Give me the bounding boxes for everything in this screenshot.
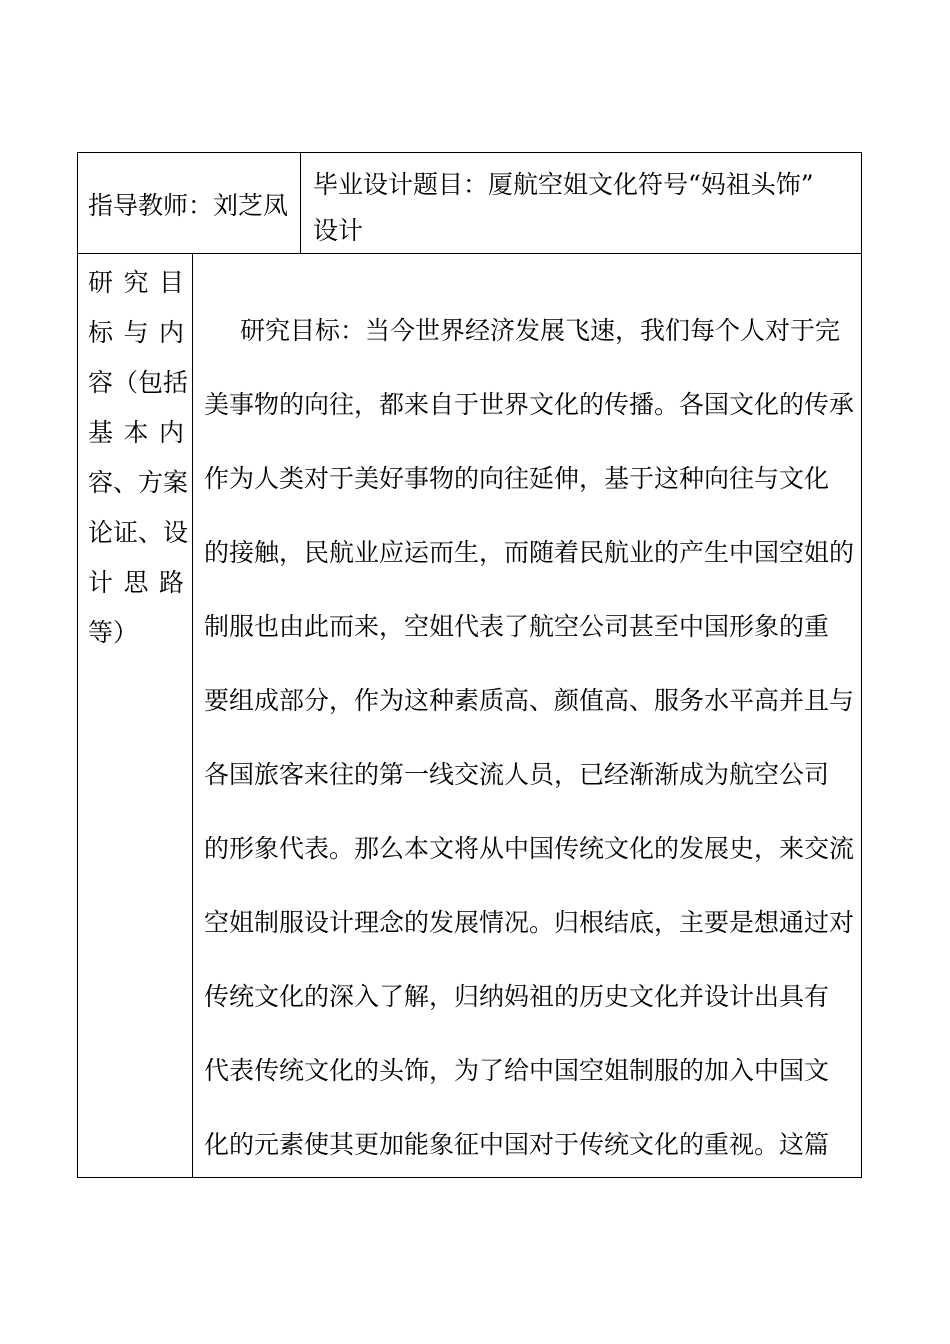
content-line: 制服也由此而来，空姐代表了航空公司甚至中国形象的重 [204, 612, 830, 641]
content-line: 作为人类对于美好事物的向往延伸，基于这种向往与文化 [204, 464, 830, 493]
header-divider [300, 152, 301, 254]
section-label-line: 等） [88, 618, 139, 647]
content-line: 的接触，民航业应运而生，而随着民航业的产生中国空姐的 [204, 538, 855, 567]
content-line: 美事物的向往，都来自于世界文化的传播。各国文化的传承 [204, 390, 855, 419]
content-line: 空姐制服设计理念的发展情况。归根结底，主要是想通过对 [204, 908, 855, 937]
section-label-line [88, 308, 184, 358]
section-label-line [88, 258, 184, 308]
content-line: 的形象代表。那么本文将从中国传统文化的发展史，来交流 [204, 834, 855, 863]
label-char: 与 [123, 318, 149, 347]
content-line: 研究目标：当今世界经济发展飞速，我们每个人对于完 [240, 316, 841, 345]
advisor-field: 指导教师：刘芝凤 [88, 191, 289, 220]
label-char: 路 [158, 568, 184, 597]
content-line: 传统文化的深入了解，归纳妈祖的历史文化并设计出具有 [204, 982, 830, 1011]
content-line: 各国旅客来往的第一线交流人员，已经渐渐成为航空公司 [204, 760, 830, 789]
label-char: 思 [123, 568, 149, 597]
column-divider [192, 253, 193, 1178]
label-char: 研 [88, 268, 114, 297]
label-char: 计 [88, 568, 114, 597]
section-label-line [88, 558, 184, 608]
section-label-line: 论证、设 [88, 518, 189, 547]
research-content [204, 306, 855, 1194]
label-char: 究 [123, 268, 149, 297]
thesis-title-line: 毕业设计题目：厦航空姐文化符号“妈祖头饰” [313, 170, 814, 199]
label-char: 本 [123, 418, 149, 447]
content-line: 要组成部分，作为这种素质高、颜值高、服务水平高并且与 [204, 686, 855, 715]
label-char: 标 [88, 318, 114, 347]
section-label-line: 容、方案 [88, 468, 189, 497]
section-label [88, 258, 189, 658]
content-line: 代表传统文化的头饰，为了给中国空姐制服的加入中国文 [204, 1056, 830, 1085]
content-line: 化的元素使其更加能象征中国对于传统文化的重视。这篇 [204, 1130, 830, 1159]
thesis-title [313, 162, 853, 254]
section-label-line: 容（包括 [88, 368, 189, 397]
label-char: 内 [158, 318, 184, 347]
label-char: 内 [158, 418, 184, 447]
section-label-line [88, 408, 184, 458]
label-char: 基 [88, 418, 114, 447]
thesis-title-line: 设计 [313, 216, 364, 245]
label-char: 目 [158, 268, 184, 297]
